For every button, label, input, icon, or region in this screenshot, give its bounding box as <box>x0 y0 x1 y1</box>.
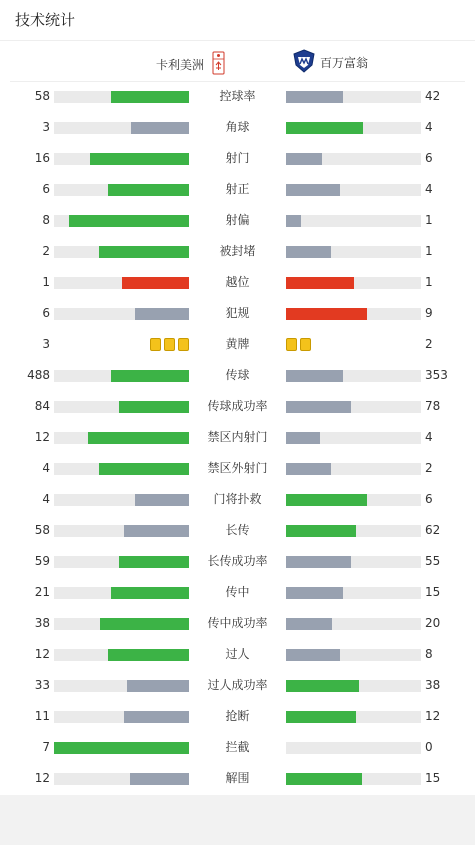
away-value: 15 <box>425 585 441 599</box>
away-bar-track <box>286 215 421 227</box>
home-value: 1 <box>42 275 50 289</box>
home-bar <box>119 401 189 413</box>
home-bar-track <box>54 122 189 134</box>
home-bar <box>90 153 189 165</box>
away-bar-track <box>286 618 421 630</box>
home-bar-track <box>54 215 189 227</box>
home-bar-track <box>54 618 189 630</box>
home-value: 3 <box>42 120 50 134</box>
stat-row <box>0 329 475 360</box>
away-team[interactable] <box>292 49 368 76</box>
stat-label: 抢断 <box>225 709 250 723</box>
home-bar-track <box>54 711 189 723</box>
home-bar-track <box>54 649 189 661</box>
stat-label: 传球成功率 <box>207 399 268 413</box>
yellow-card-icon <box>178 338 189 351</box>
home-value: 6 <box>42 182 50 196</box>
stats-list <box>0 81 475 794</box>
away-value: 15 <box>425 771 441 785</box>
stat-row <box>0 701 475 732</box>
away-bar-track <box>286 680 421 692</box>
stat-label: 射偏 <box>225 213 250 227</box>
home-bar <box>130 773 189 785</box>
home-value: 12 <box>34 647 50 661</box>
away-team-name: 百万富翁 <box>320 56 369 70</box>
home-bar <box>127 680 189 692</box>
home-bar <box>111 587 189 599</box>
away-bar <box>286 308 367 320</box>
stat-row <box>0 608 475 639</box>
stat-label: 传中成功率 <box>207 616 268 630</box>
home-value: 4 <box>42 492 50 506</box>
away-value: 353 <box>425 368 448 382</box>
home-bar-track <box>54 246 189 258</box>
away-bar-track <box>286 370 421 382</box>
away-value: 20 <box>425 616 441 630</box>
away-bar-track <box>286 277 421 289</box>
away-value: 4 <box>425 182 433 196</box>
away-bar-track <box>286 649 421 661</box>
teams-header <box>0 41 475 81</box>
stat-row <box>0 298 475 329</box>
home-bar <box>122 277 190 289</box>
home-bar <box>124 711 189 723</box>
home-bar <box>99 463 189 475</box>
home-value: 7 <box>42 740 50 754</box>
stat-label: 控球率 <box>219 89 256 103</box>
away-value: 38 <box>425 678 441 692</box>
stat-label: 过人 <box>225 647 250 661</box>
home-value: 33 <box>34 678 50 692</box>
stat-row <box>0 732 475 763</box>
home-bar <box>99 246 189 258</box>
home-bar <box>69 215 189 227</box>
home-bar <box>54 742 189 754</box>
away-yellow-cards <box>286 338 311 351</box>
home-bar-track <box>54 494 189 506</box>
away-bar-track <box>286 401 421 413</box>
away-bar-track <box>286 463 421 475</box>
home-value: 58 <box>34 89 50 103</box>
stat-row <box>0 484 475 515</box>
stat-label: 黄牌 <box>225 337 250 351</box>
page-title: 技术统计 <box>15 11 76 29</box>
home-value: 59 <box>34 554 50 568</box>
stat-label: 过人成功率 <box>207 678 268 692</box>
stat-label: 禁区外射门 <box>207 461 268 475</box>
home-bar-track <box>54 525 189 537</box>
home-bar <box>88 432 189 444</box>
away-value: 1 <box>425 244 433 258</box>
yellow-card-icon <box>286 338 297 351</box>
away-bar-track <box>286 153 421 165</box>
home-value: 2 <box>42 244 50 258</box>
home-bar-track <box>54 773 189 785</box>
home-bar-track <box>54 277 189 289</box>
home-value: 4 <box>42 461 50 475</box>
stat-label: 越位 <box>225 275 250 289</box>
home-value: 12 <box>34 430 50 444</box>
home-bar-track <box>54 308 189 320</box>
away-value: 2 <box>425 461 433 475</box>
home-bar-track <box>54 463 189 475</box>
away-bar-track <box>286 122 421 134</box>
yellow-card-icon <box>150 338 161 351</box>
stat-label: 长传 <box>225 523 250 537</box>
home-team-logo-icon <box>212 51 225 78</box>
home-bar-track <box>54 680 189 692</box>
stat-label: 门将扑救 <box>213 492 262 506</box>
home-value: 16 <box>34 151 50 165</box>
stat-label: 禁区内射门 <box>207 430 268 444</box>
stat-label: 拦截 <box>225 740 250 754</box>
away-bar <box>286 556 351 568</box>
stat-label: 射正 <box>225 182 250 196</box>
away-value: 8 <box>425 647 433 661</box>
away-value: 62 <box>425 523 441 537</box>
home-value: 488 <box>27 368 50 382</box>
home-bar <box>135 494 189 506</box>
away-value: 0 <box>425 740 433 754</box>
away-team-logo-icon <box>292 49 316 76</box>
home-bar-track <box>54 587 189 599</box>
home-bar <box>119 556 189 568</box>
home-bar-track <box>54 401 189 413</box>
home-bar-track <box>54 153 189 165</box>
away-value: 6 <box>425 492 433 506</box>
home-bar-track <box>54 91 189 103</box>
home-value: 84 <box>34 399 50 413</box>
stat-row <box>0 453 475 484</box>
away-bar <box>286 494 367 506</box>
away-bar <box>286 184 340 196</box>
away-bar-track <box>286 556 421 568</box>
home-bar <box>111 91 189 103</box>
away-bar-track <box>286 308 421 320</box>
away-bar <box>286 525 356 537</box>
away-value: 78 <box>425 399 441 413</box>
home-value: 38 <box>34 616 50 630</box>
away-value: 4 <box>425 120 433 134</box>
away-bar-track <box>286 587 421 599</box>
stat-label: 解围 <box>225 771 250 785</box>
stat-label: 犯规 <box>225 306 250 320</box>
home-bar <box>131 122 189 134</box>
home-bar-track <box>54 556 189 568</box>
stat-row <box>0 577 475 608</box>
away-bar <box>286 618 332 630</box>
stat-row <box>0 174 475 205</box>
home-bar <box>111 370 189 382</box>
away-value: 2 <box>425 337 433 351</box>
away-bar-track <box>286 773 421 785</box>
home-team-name: 卡利美洲 <box>155 58 204 72</box>
stat-row <box>0 236 475 267</box>
away-bar-track <box>286 742 421 754</box>
home-bar <box>108 184 189 196</box>
stat-row <box>0 763 475 794</box>
home-bar-track <box>54 370 189 382</box>
away-value: 55 <box>425 554 441 568</box>
home-bar-track <box>54 184 189 196</box>
stat-row <box>0 546 475 577</box>
away-value: 42 <box>425 89 441 103</box>
home-value: 3 <box>42 337 50 351</box>
stat-row <box>0 205 475 236</box>
away-value: 12 <box>425 709 441 723</box>
stat-label: 传中 <box>225 585 250 599</box>
stat-row <box>0 360 475 391</box>
away-bar <box>286 122 363 134</box>
stat-label: 被封堵 <box>219 244 256 258</box>
away-bar <box>286 277 354 289</box>
home-yellow-cards <box>150 338 189 351</box>
away-bar <box>286 246 331 258</box>
away-bar <box>286 680 359 692</box>
stat-row <box>0 422 475 453</box>
stat-row <box>0 267 475 298</box>
yellow-card-icon <box>300 338 311 351</box>
stat-row <box>0 639 475 670</box>
home-value: 12 <box>34 771 50 785</box>
away-bar <box>286 432 320 444</box>
away-bar <box>286 370 343 382</box>
away-bar-track <box>286 432 421 444</box>
away-bar-track <box>286 91 421 103</box>
home-value: 21 <box>34 585 50 599</box>
home-value: 6 <box>42 306 50 320</box>
stat-row <box>0 670 475 701</box>
away-value: 4 <box>425 430 433 444</box>
away-bar <box>286 215 301 227</box>
away-value: 1 <box>425 275 433 289</box>
away-bar <box>286 153 322 165</box>
stat-row <box>0 391 475 422</box>
home-value: 8 <box>42 213 50 227</box>
stat-label: 长传成功率 <box>207 554 268 568</box>
stat-label: 角球 <box>225 120 250 134</box>
yellow-card-icon <box>164 338 175 351</box>
away-bar-track <box>286 525 421 537</box>
stat-label: 射门 <box>225 151 250 165</box>
stat-row <box>0 112 475 143</box>
away-bar <box>286 401 351 413</box>
stat-row <box>0 143 475 174</box>
stat-row <box>0 81 475 112</box>
away-value: 9 <box>425 306 433 320</box>
away-bar <box>286 711 356 723</box>
away-bar <box>286 649 340 661</box>
away-bar <box>286 587 343 599</box>
away-bar <box>286 773 362 785</box>
home-bar <box>108 649 189 661</box>
home-bar <box>124 525 189 537</box>
away-bar-track <box>286 494 421 506</box>
home-bar-track <box>54 432 189 444</box>
away-bar <box>286 463 331 475</box>
home-team[interactable] <box>156 51 225 78</box>
away-bar-track <box>286 184 421 196</box>
home-value: 11 <box>34 709 50 723</box>
away-bar <box>286 91 343 103</box>
away-value: 1 <box>425 213 433 227</box>
home-bar-track <box>54 742 189 754</box>
home-bar <box>100 618 189 630</box>
stat-label: 传球 <box>225 368 250 382</box>
stat-row <box>0 515 475 546</box>
away-bar-track <box>286 711 421 723</box>
home-value: 58 <box>34 523 50 537</box>
home-bar <box>135 308 189 320</box>
away-value: 6 <box>425 151 433 165</box>
away-bar-track <box>286 246 421 258</box>
